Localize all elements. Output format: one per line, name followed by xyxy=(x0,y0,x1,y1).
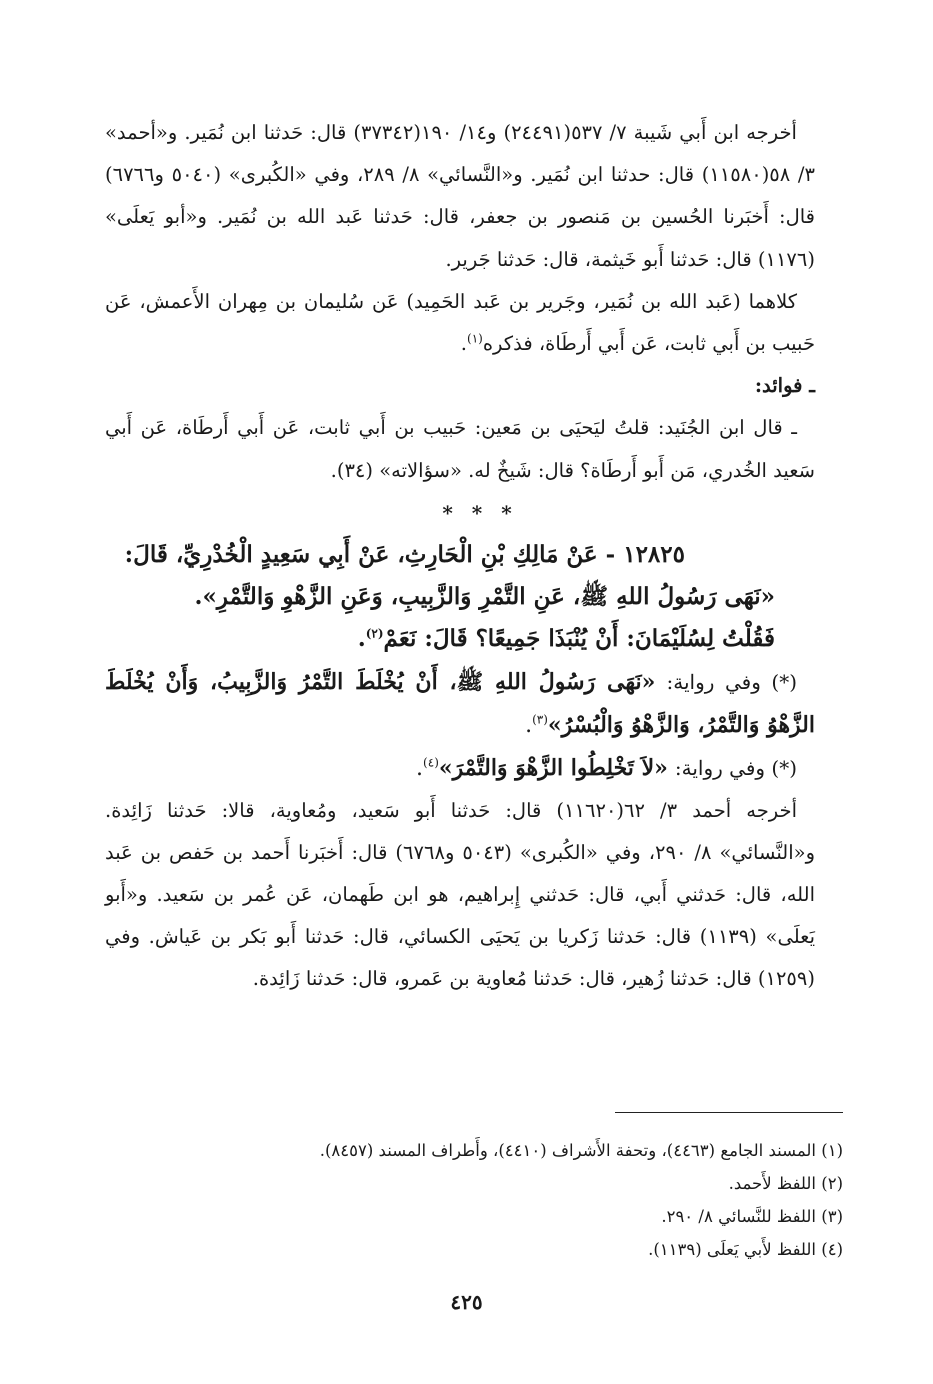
hadith-question-text: فَقُلْتُ لِسُلَيْمَانَ: أَنْ يُنْبَذَا جَمِيعًا؟ قَالَ: نَعَمْ xyxy=(383,625,775,653)
hadith-number-line: ١٢٨٢٥ - عَنْ مَالِكِ بْنِ الْحَارِثِ، عَنْ أَبِي سَعِيدٍ الْخُدْرِيِّ، قَالَ: xyxy=(124,541,685,569)
main-text xyxy=(105,112,815,1001)
riwaya-1-matn: «نَهَى رَسُولُ اللهِ ﷺ، أَنْ يُخْلَطَ التَّمْرُ وَالزَّبِيبُ، وَأَنْ يُخْلَطَ الزَّهْوُ وَالتَّمْرُ، وَالزَّهْوُ وَالْبُسْرُ» xyxy=(105,668,815,738)
fawaid-paragraph: ـ قال ابن الجُنَيد: قلتُ ليَحيَى بن مَعين: حَبيب بن أَبي ثابت، عَن أَبي أَرطَاة، عَن أَبي سَعيد الخُدري، مَن أَبو أَرطَاة؟ قال: شَيخٌ له. «سؤالاته» (٣٤). xyxy=(105,416,815,482)
riwaya-2-matn: «لاَ تَخْلِطُوا الزَّهْوَ وَالتَّمْرَ» xyxy=(438,754,668,781)
footnote-1: (١) المسند الجامع (٤٤٦٣)، وتحفة الأَشراف (٤٤١٠)، وأَطراف المسند (٨٤٥٧). xyxy=(319,1141,843,1160)
footnote-ref-4: (٤) xyxy=(423,755,439,770)
footnote-divider xyxy=(615,1112,843,1113)
riwaya-1-label: (*) وفي رواية: xyxy=(666,669,797,694)
footnote-4: (٤) اللفظ لأَبي يَعلَى (١١٣٩). xyxy=(648,1240,843,1259)
kilahuma-text: كلاهما (عَبد الله بن نُمَير، وجَرير بن عَبد الحَمِيد) عَن سُليمان بن مِهران الأَعمش، عَن حَبيب بن أَبي ثابت، عَن أَبي أَرطَاة، فذكره xyxy=(105,289,815,356)
hadith-matn: «نَهَى رَسُولُ اللهِ ﷺ، عَنِ التَّمْرِ وَالزَّبِيبِ، وَعَنِ الزَّهْوِ وَالتَّمْرِ». xyxy=(194,583,775,611)
footnote-2: (٢) اللفظ لأَحمد. xyxy=(728,1174,843,1193)
footnote-ref-2: (٢) xyxy=(365,626,384,641)
section-separator: * * * xyxy=(442,500,518,525)
footnote-ref-1: (١) xyxy=(467,331,483,346)
hadith-question: فَقُلْتُ لِسُلَيْمَانَ: أَنْ يُنْبَذَا جَمِيعًا؟ قَالَ: نَعَمْ$^{(٢)}$. xyxy=(357,625,775,653)
fawaid-heading: ـ فوائد: xyxy=(754,374,815,398)
takhrij-paragraph-2: أخرجه أحمد ٣/ ٦٢(١١٦٢٠) قال: حَدثنا أَبو سَعيد، ومُعاوية، قالا: حَدثنا زَائِدة. و«النَّسائي» ٨/ ٢٩٠، وفي «الكُبرى» (٥٠٤٣ و٦٧٦٨) قال: أَخبَرنا أَحمد بن حَفص بن عَبد الله، قال: حَدثني أَبي، قال: حَدثني إِبراهيم، هو ابن طَهمان، عَن عُمر بن سَعيد. و«أَبو يَعلَى» (١١٣٩) قال: حَدثنا زَكريا بن يَحيَى الكسائي، قال: حَدثنا أَبو بَكر بن عَياش. وفي (١٢٥٩) قال: حَدثنا زُهير، قال: حَدثنا مُعاوية بن عَمرو، قال: حَدثنا زَائِدة. xyxy=(105,798,815,991)
riwaya-2-label: (*) وفي رواية: xyxy=(674,755,797,780)
riwaya-2: (*) وفي رواية: «لاَ تَخْلِطُوا الزَّهْوَ وَالتَّمْرَ»$^{(٤)}$. xyxy=(416,754,797,781)
page-number: ٤٢٥ xyxy=(450,1290,483,1314)
footnote-3: (٣) اللفظ للنَّسائي ٨/ ٢٩٠. xyxy=(661,1207,843,1226)
takhrij-paragraph-1: أخرجه ابن أَبي شَيبة ٧/ ٥٣٧(٢٤٤٩١) و١٤/ ١٩٠(٣٧٣٤٢) قال: حَدثنا ابن نُمَير. و«أحمد» ٣/ ٥٨(١١٥٨٠) قال: حدثنا ابن نُمَير. و«النَّسائي» ٨/ ٢٨٩، وفي «الكُبرى» (٥٠٤٠ و٦٧٦٦) قال: أَخبَرنا الحُسين بن مَنصور بن جعفر، قال: حَدثنا عَبد الله بن نُمَير. و«أبو يَعلَى» (١١٧٦) قال: حَدثنا أَبو خَيثمة، قال: حَدثنا جَرير. xyxy=(105,121,815,271)
kilahuma-paragraph: كلاهما (عَبد الله بن نُمَير، وجَرير بن عَبد الحَمِيد) عَن سُليمان بن مِهران الأَعمش، عَن حَبيب بن أَبي ثابت، عَن أَبي أَرطَاة، فذكره$^{(١)}$. xyxy=(105,289,815,356)
riwaya-1: (*) وفي رواية: «نَهَى رَسُولُ اللهِ ﷺ، أَنْ يُخْلَطَ التَّمْرُ وَالزَّبِيبُ، وَأَنْ يُخْلَطَ الزَّهْوُ وَالتَّمْرُ، وَالزَّهْوُ وَالْبُسْرُ»$^{(٣)}$. xyxy=(105,668,815,738)
footnote-ref-3: (٣) xyxy=(532,712,548,727)
footnotes xyxy=(120,1134,843,1266)
